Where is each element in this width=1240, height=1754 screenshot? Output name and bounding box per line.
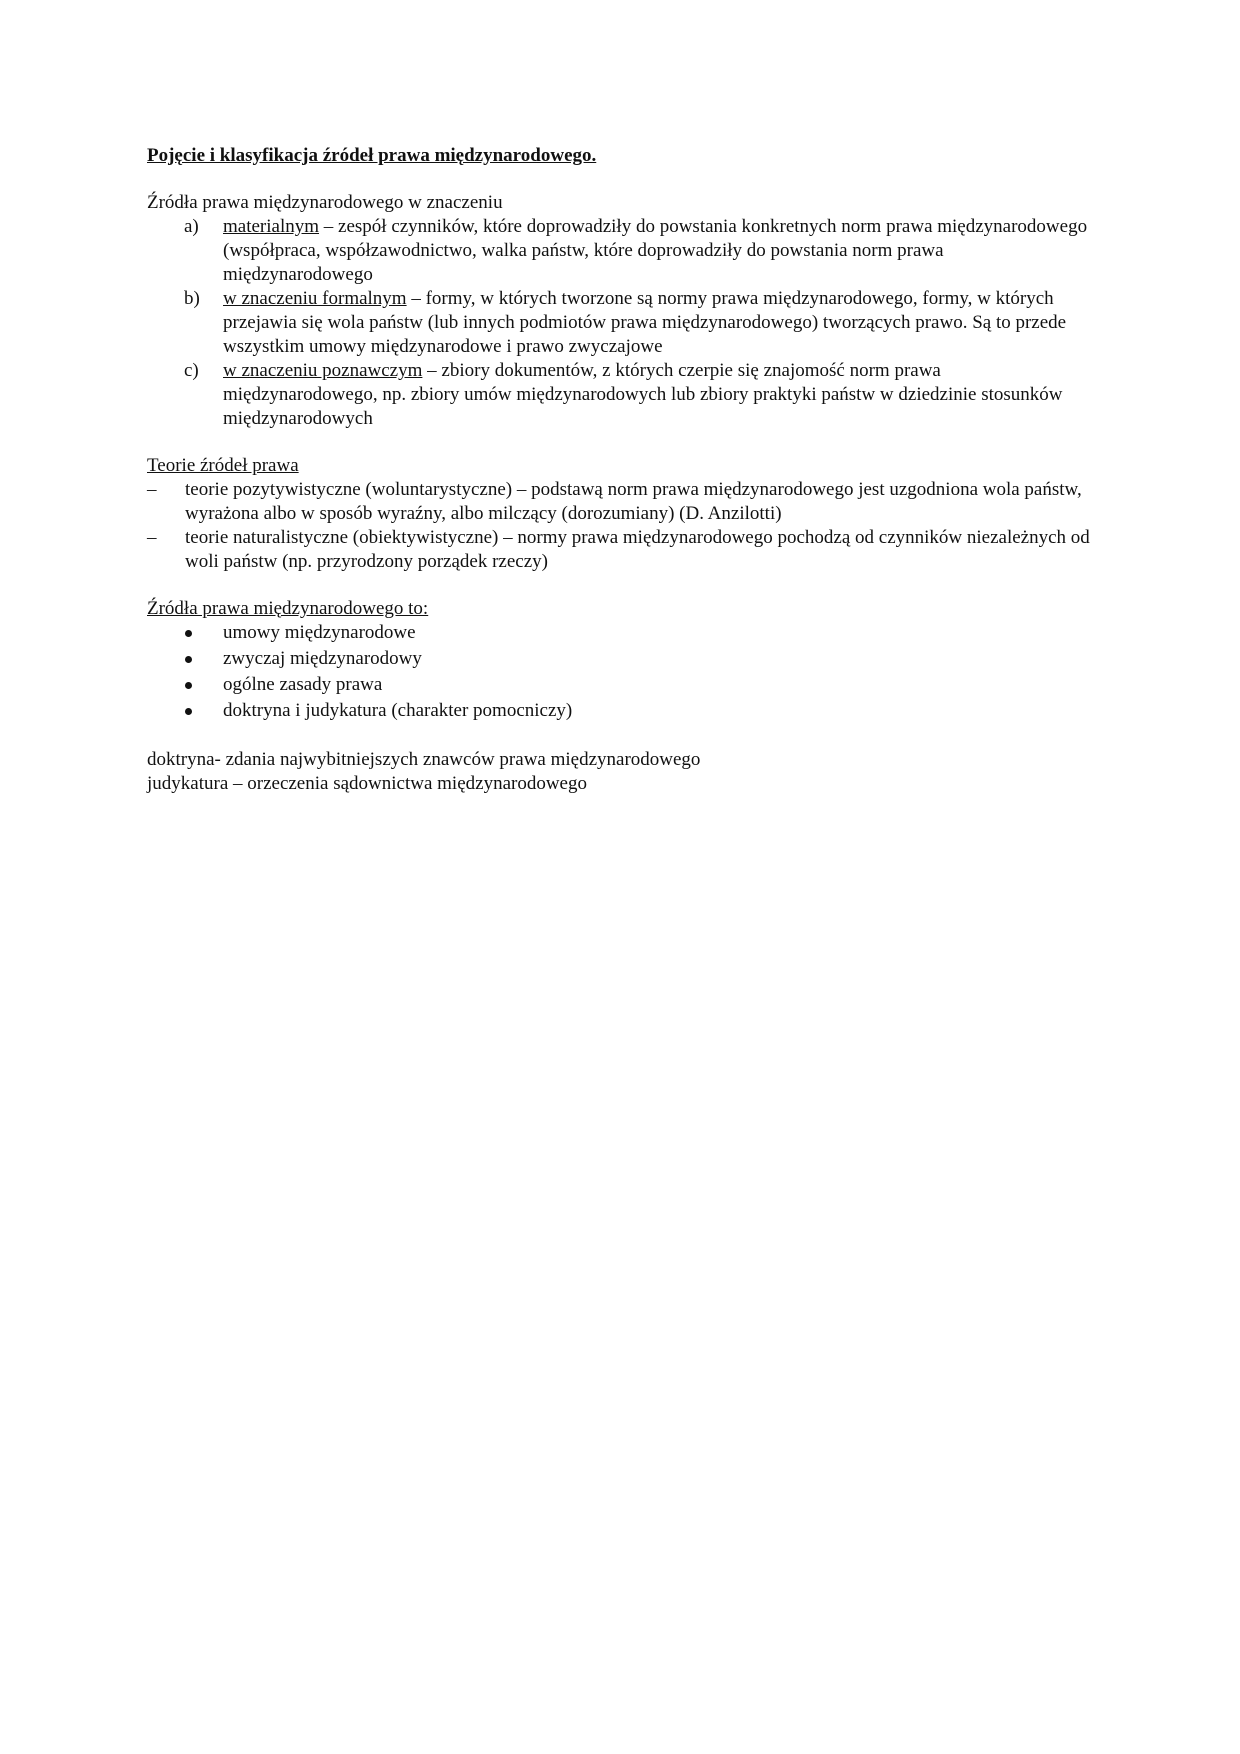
list-item bbox=[147, 478, 1097, 526]
list-item bbox=[147, 621, 1097, 645]
list-item bbox=[147, 215, 1097, 287]
bullet-icon bbox=[185, 630, 192, 637]
list-item bbox=[147, 647, 1097, 671]
list-marker: a) bbox=[184, 216, 199, 237]
dash-marker: – bbox=[147, 479, 157, 500]
source-item: doktryna i judykatura (charakter pomocniczy) bbox=[223, 700, 573, 721]
term-description: – formy, w których tworzone są normy prawa międzynarodowego, formy, w których przejawia się wola państw (lub innych podmiotów prawa międzynarodowego) tworzących prawo. Są to przede wszystkim umowy międzynarodowe i prawo zwyczajowe bbox=[223, 288, 1067, 357]
list-item bbox=[147, 526, 1097, 574]
sources-meaning-list bbox=[147, 215, 1097, 431]
term-description: – zespół czynników, które doprowadziły do powstania konkretnych norm prawa międzynarodowego (współpraca, współzawodnictwo, walka państw, które doprowadziły do powstania norm prawa międzynarodowego bbox=[223, 216, 1088, 285]
bullet-icon bbox=[185, 708, 192, 715]
list-item bbox=[147, 699, 1097, 723]
theories-heading: Teorie źródeł prawa bbox=[147, 455, 299, 476]
term-formal: w znaczeniu formalnym bbox=[223, 288, 407, 309]
bullet-icon bbox=[185, 682, 192, 689]
document-title: Pojęcie i klasyfikacja źródeł prawa międzynarodowego. bbox=[147, 145, 597, 166]
definition-jurisprudence: judykatura – orzeczenia sądownictwa międzynarodowego bbox=[147, 773, 587, 794]
spacer bbox=[147, 431, 1097, 454]
source-item: zwyczaj międzynarodowy bbox=[223, 648, 422, 669]
term-description: – zbiory dokumentów, z których czerpie się znajomość norm prawa międzynarodowego, np. zbiory umów międzynarodowych lub zbiory praktyki państw w dziedzinie stosunków międzynarodowych bbox=[223, 360, 1063, 429]
source-item: umowy międzynarodowe bbox=[223, 622, 416, 643]
spacer bbox=[147, 168, 1097, 191]
bullet-icon bbox=[185, 656, 192, 663]
spacer bbox=[147, 725, 1097, 748]
term-material: materialnym bbox=[223, 216, 320, 237]
list-marker: c) bbox=[184, 360, 199, 381]
list-item bbox=[147, 673, 1097, 697]
source-item: ogólne zasady prawa bbox=[223, 674, 383, 695]
theory-text: teorie naturalistyczne (obiektywistyczne) – normy prawa międzynarodowego pochodzą od czynników niezależnych od woli państw (np. przyrodzony porządek rzeczy) bbox=[185, 527, 1090, 572]
definition-doctrine: doktryna- zdania najwybitniejszych znawców prawa międzynarodowego bbox=[147, 749, 701, 770]
term-cognitive: w znaczeniu poznawczym bbox=[223, 360, 423, 381]
sources-list bbox=[147, 621, 1097, 723]
theories-list bbox=[147, 478, 1097, 574]
list-marker: b) bbox=[184, 288, 200, 309]
sources-meaning-intro: Źródła prawa międzynarodowego w znaczeniu bbox=[147, 192, 503, 213]
spacer bbox=[147, 574, 1097, 597]
theory-text: teorie pozytywistyczne (woluntarystyczne) – podstawą norm prawa międzynarodowego jest uzgodniona wola państw, wyrażona albo w sposób wyraźny, albo milczący (dorozumiany) (D. Anzilotti) bbox=[185, 479, 1082, 524]
list-item bbox=[147, 359, 1097, 431]
dash-marker: – bbox=[147, 527, 157, 548]
list-item bbox=[147, 287, 1097, 359]
document-page bbox=[147, 144, 1097, 796]
sources-list-heading: Źródła prawa międzynarodowego to: bbox=[147, 598, 429, 619]
